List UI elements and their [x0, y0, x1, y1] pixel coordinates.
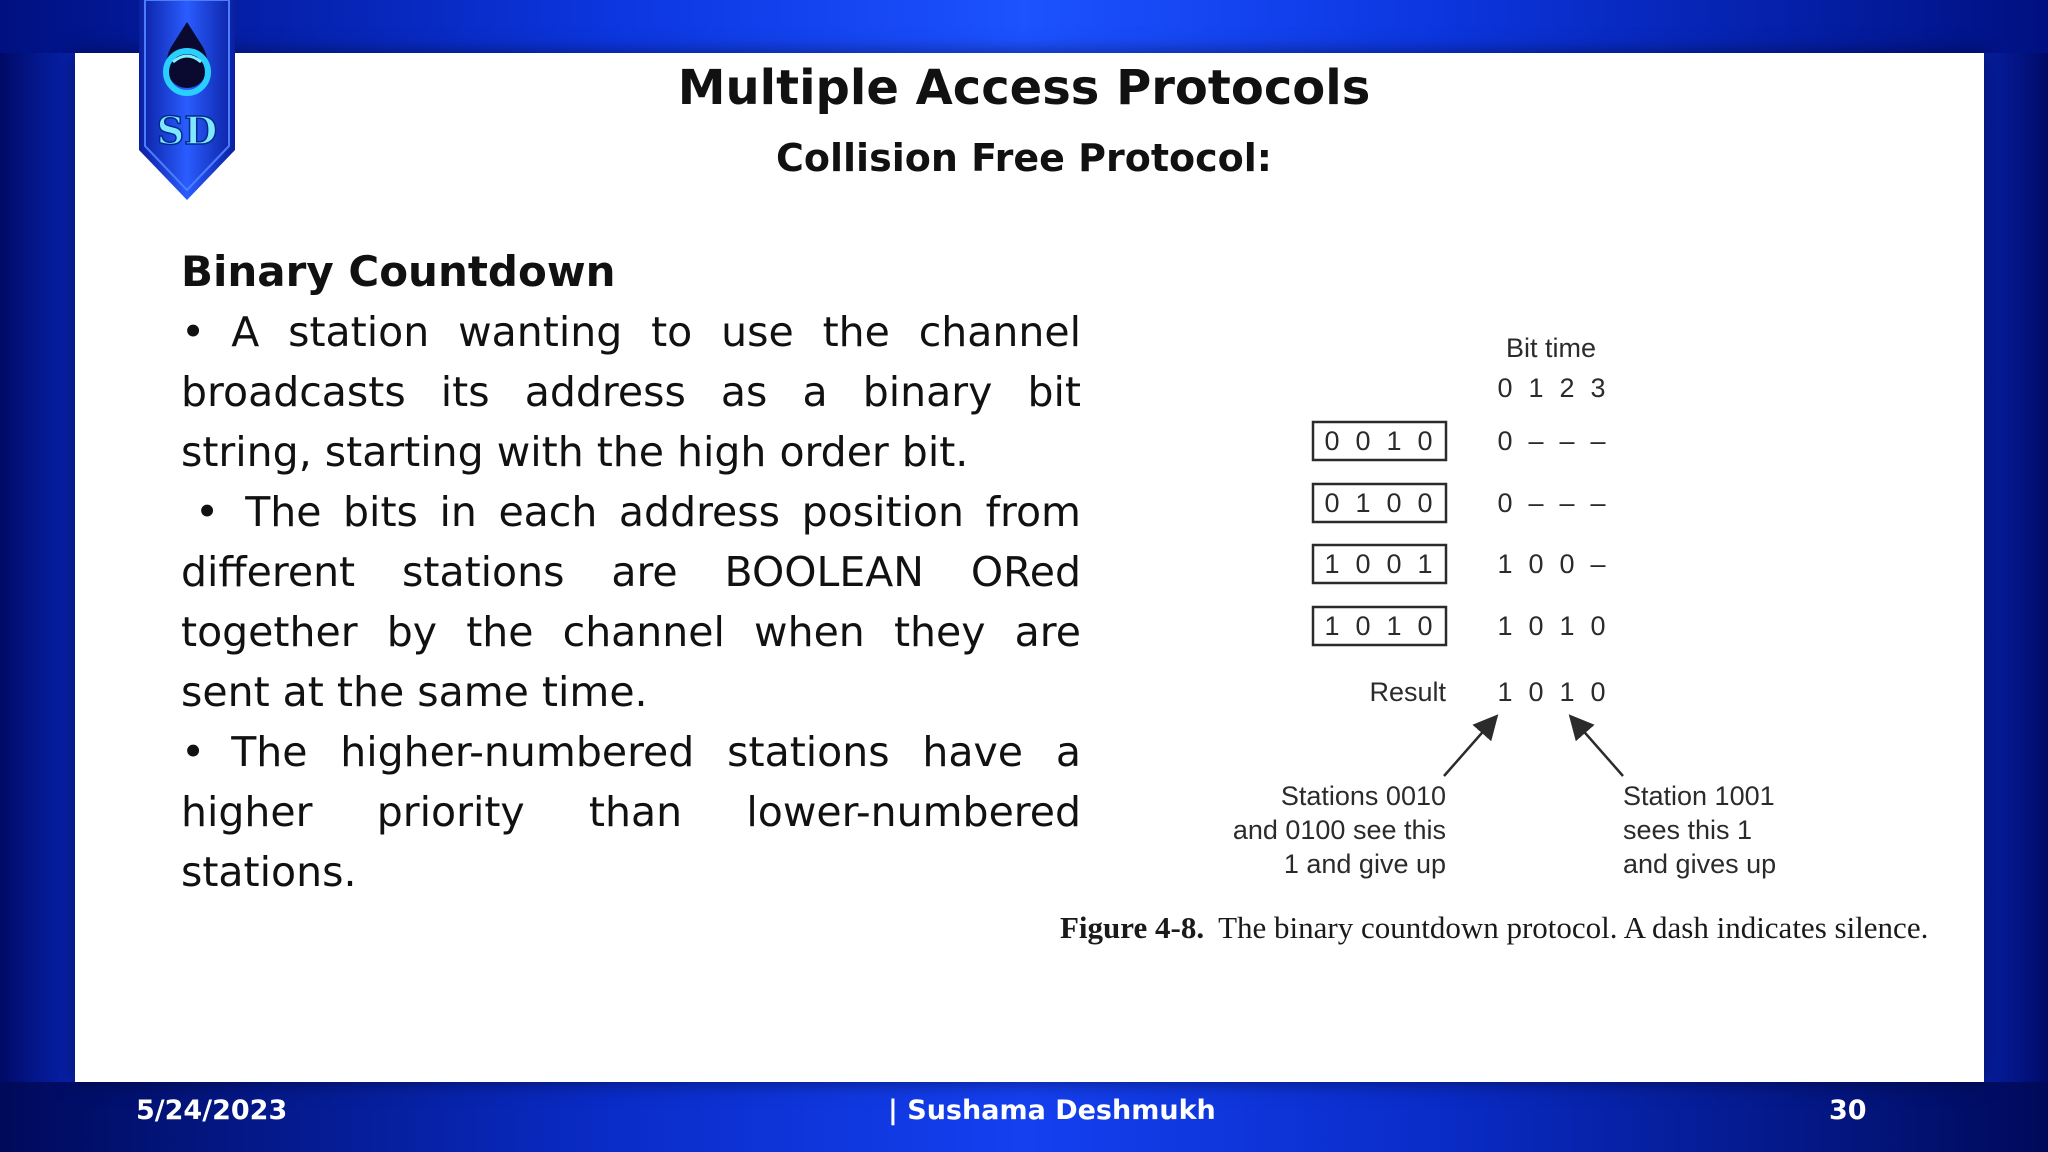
note-left-line: Stations 0010 — [1280, 781, 1446, 811]
bullet-text: The higher-numbered stations have a higher priority than lower-numbered stations. — [181, 728, 1081, 896]
station-sent-bit: – — [1528, 426, 1544, 456]
slide-subtitle: Collision Free Protocol: — [776, 136, 1272, 180]
station-sent-bit: – — [1559, 488, 1575, 518]
station-address-bit: 0 — [1355, 549, 1371, 579]
station-sent-bit: – — [1528, 488, 1544, 518]
footer-page-number: 30 — [1829, 1095, 1867, 1126]
caption-text: The binary countdown protocol. A dash indicates silence. — [1218, 910, 1929, 945]
result-bit: 1 — [1559, 677, 1575, 707]
bullet-text: The bits in each address position from different stations are BOOLEAN ORed together by the channel when they are sent at the same time. — [181, 488, 1081, 716]
station-rows — [1313, 422, 1606, 645]
note-left — [1233, 781, 1446, 879]
note-left-line: and 0100 see this — [1232, 815, 1446, 845]
station-sent-bit: 1 — [1497, 611, 1513, 641]
note-left-line: 1 and give up — [1283, 849, 1446, 879]
station-sent-bit: – — [1590, 426, 1606, 456]
station-address-bit: 0 — [1324, 488, 1340, 518]
station-sent-bit: 1 — [1497, 549, 1513, 579]
result-bit: 0 — [1590, 677, 1606, 707]
station-address-bit: 0 — [1386, 488, 1402, 518]
result-label: Result — [1369, 677, 1446, 707]
station-address-bit: 1 — [1386, 611, 1402, 641]
arrow-right — [1572, 718, 1623, 776]
station-row — [1313, 422, 1606, 460]
result-bits — [1497, 677, 1605, 707]
note-right-line: and gives up — [1623, 849, 1777, 879]
station-row — [1313, 545, 1606, 583]
note-right-line: Station 1001 — [1623, 781, 1775, 811]
station-sent-bit: – — [1590, 549, 1606, 579]
result-bit: 0 — [1528, 677, 1544, 707]
bullet-text: A station wanting to use the channel broadcasts its address as a binary bit string, starting with the high order bit. — [181, 308, 1081, 476]
station-sent-bit: 0 — [1528, 611, 1544, 641]
bit-time-tick: 3 — [1590, 373, 1606, 403]
figure-caption — [1060, 910, 1980, 946]
station-sent-bit: 0 — [1497, 488, 1513, 518]
result-bit: 1 — [1497, 677, 1513, 707]
bullet-paragraph-2 — [181, 482, 1081, 722]
station-sent-bit: 0 — [1559, 549, 1575, 579]
arrow-left — [1444, 718, 1495, 776]
station-address-bit: 1 — [1386, 426, 1402, 456]
bit-time-tick: 0 — [1497, 373, 1513, 403]
station-address-bit: 0 — [1355, 611, 1371, 641]
station-address-bit: 0 — [1386, 549, 1402, 579]
binary-countdown-figure — [1060, 290, 1980, 970]
station-sent-bit: 0 — [1497, 426, 1513, 456]
station-address-bit: 0 — [1355, 426, 1371, 456]
station-sent-bit: – — [1559, 426, 1575, 456]
bit-time-ticks — [1497, 373, 1605, 403]
station-address-bit: 0 — [1417, 611, 1433, 641]
station-sent-bit: 1 — [1559, 611, 1575, 641]
station-address-bit: 1 — [1355, 488, 1371, 518]
station-row — [1313, 484, 1606, 522]
station-address-bit: 1 — [1324, 611, 1340, 641]
bullet-icon: • — [195, 488, 220, 536]
bullet-icon: • — [181, 728, 206, 776]
bullet-paragraph-1 — [181, 302, 1081, 482]
station-row — [1313, 607, 1606, 645]
station-address-bit: 0 — [1417, 426, 1433, 456]
caption-label: Figure 4-8. — [1060, 910, 1205, 945]
logo-text: SD — [156, 108, 218, 153]
body-text — [181, 242, 1081, 902]
station-sent-bit: 0 — [1528, 549, 1544, 579]
station-address-bit: 0 — [1324, 426, 1340, 456]
station-sent-bit: – — [1590, 488, 1606, 518]
footer-date: 5/24/2023 — [136, 1095, 288, 1126]
station-address-bit: 0 — [1417, 488, 1433, 518]
station-address-bit: 1 — [1324, 549, 1340, 579]
slide-title: Multiple Access Protocols — [677, 60, 1371, 116]
note-right-line: sees this 1 — [1623, 815, 1753, 845]
note-right — [1623, 781, 1776, 879]
bullet-icon: • — [181, 308, 206, 356]
top-band — [0, 0, 2048, 53]
section-heading: Binary Countdown — [181, 247, 616, 296]
bit-time-tick: 2 — [1559, 373, 1575, 403]
bullet-paragraph-3 — [181, 722, 1081, 902]
bit-time-label: Bit time — [1505, 333, 1597, 363]
station-sent-bit: 0 — [1590, 611, 1606, 641]
station-address-bit: 1 — [1417, 549, 1433, 579]
footer-author: | Sushama Deshmukh — [888, 1095, 1216, 1126]
bit-time-tick: 1 — [1528, 373, 1544, 403]
